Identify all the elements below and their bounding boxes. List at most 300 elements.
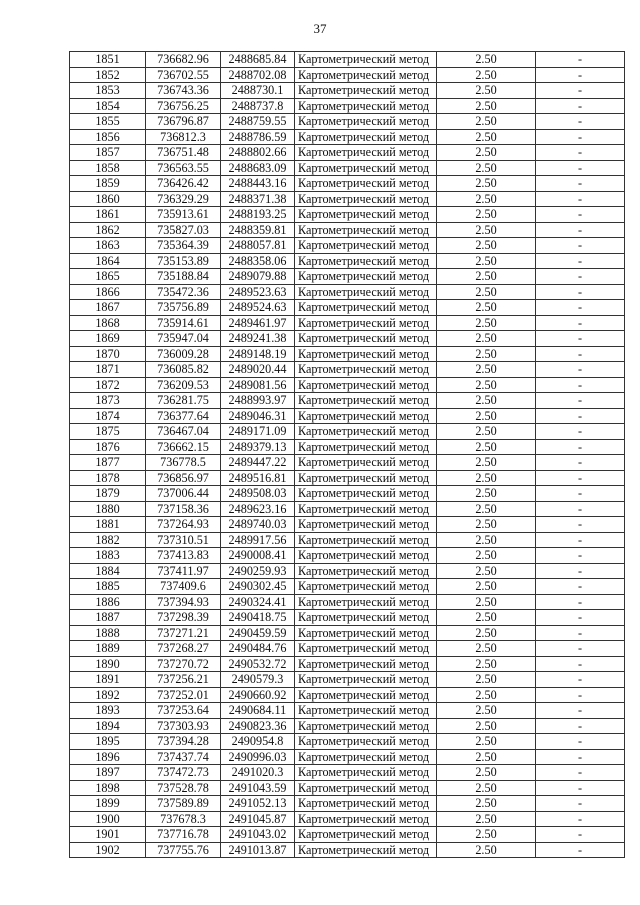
x-coordinate-cell: 736856.97 (146, 470, 221, 486)
y-coordinate-cell: 2490484.76 (221, 641, 295, 657)
note-cell: - (536, 98, 625, 114)
method-cell: Картометрический метод (295, 486, 437, 502)
table-row (70, 207, 625, 223)
point-number-cell: 1899 (70, 796, 146, 812)
accuracy-cell: 2.50 (437, 796, 536, 812)
point-number-cell: 1856 (70, 129, 146, 145)
point-number-cell: 1876 (70, 439, 146, 455)
accuracy-cell: 2.50 (437, 656, 536, 672)
y-coordinate-cell: 2490954.8 (221, 734, 295, 750)
accuracy-cell: 2.50 (437, 501, 536, 517)
y-coordinate-cell: 2489524.63 (221, 300, 295, 316)
accuracy-cell: 2.50 (437, 269, 536, 285)
accuracy-cell: 2.50 (437, 408, 536, 424)
table-row (70, 734, 625, 750)
accuracy-cell: 2.50 (437, 811, 536, 827)
table-row (70, 377, 625, 393)
table-row (70, 269, 625, 285)
point-number-cell: 1897 (70, 765, 146, 781)
point-number-cell: 1874 (70, 408, 146, 424)
note-cell: - (536, 67, 625, 83)
y-coordinate-cell: 2488702.08 (221, 67, 295, 83)
y-coordinate-cell: 2489461.97 (221, 315, 295, 331)
x-coordinate-cell: 736281.75 (146, 393, 221, 409)
method-cell: Картометрический метод (295, 331, 437, 347)
accuracy-cell: 2.50 (437, 734, 536, 750)
table-row (70, 346, 625, 362)
accuracy-cell: 2.50 (437, 827, 536, 843)
accuracy-cell: 2.50 (437, 439, 536, 455)
accuracy-cell: 2.50 (437, 284, 536, 300)
y-coordinate-cell: 2488371.38 (221, 191, 295, 207)
method-cell: Картометрический метод (295, 610, 437, 626)
note-cell: - (536, 827, 625, 843)
point-number-cell: 1881 (70, 517, 146, 533)
y-coordinate-cell: 2489379.13 (221, 439, 295, 455)
y-coordinate-cell: 2489523.63 (221, 284, 295, 300)
method-cell: Картометрический метод (295, 160, 437, 176)
note-cell: - (536, 470, 625, 486)
accuracy-cell: 2.50 (437, 765, 536, 781)
point-number-cell: 1852 (70, 67, 146, 83)
point-number-cell: 1853 (70, 83, 146, 99)
y-coordinate-cell: 2489079.88 (221, 269, 295, 285)
accuracy-cell: 2.50 (437, 548, 536, 564)
x-coordinate-cell: 735913.61 (146, 207, 221, 223)
note-cell: - (536, 455, 625, 471)
table-row (70, 408, 625, 424)
method-cell: Картометрический метод (295, 548, 437, 564)
accuracy-cell: 2.50 (437, 362, 536, 378)
accuracy-cell: 2.50 (437, 377, 536, 393)
note-cell: - (536, 129, 625, 145)
x-coordinate-cell: 737256.21 (146, 672, 221, 688)
table-row (70, 114, 625, 130)
point-number-cell: 1867 (70, 300, 146, 316)
y-coordinate-cell: 2488786.59 (221, 129, 295, 145)
method-cell: Картометрический метод (295, 501, 437, 517)
point-number-cell: 1886 (70, 594, 146, 610)
x-coordinate-cell: 736467.04 (146, 424, 221, 440)
table-row (70, 563, 625, 579)
note-cell: - (536, 796, 625, 812)
table-body (70, 52, 625, 858)
note-cell: - (536, 517, 625, 533)
accuracy-cell: 2.50 (437, 300, 536, 316)
note-cell: - (536, 300, 625, 316)
table-row (70, 532, 625, 548)
point-number-cell: 1860 (70, 191, 146, 207)
x-coordinate-cell: 735947.04 (146, 331, 221, 347)
method-cell: Картометрический метод (295, 656, 437, 672)
note-cell: - (536, 439, 625, 455)
note-cell: - (536, 315, 625, 331)
x-coordinate-cell: 735364.39 (146, 238, 221, 254)
note-cell: - (536, 424, 625, 440)
accuracy-cell: 2.50 (437, 718, 536, 734)
y-coordinate-cell: 2488358.06 (221, 253, 295, 269)
note-cell: - (536, 718, 625, 734)
x-coordinate-cell: 736812.3 (146, 129, 221, 145)
y-coordinate-cell: 2489917.56 (221, 532, 295, 548)
x-coordinate-cell: 737270.72 (146, 656, 221, 672)
point-number-cell: 1871 (70, 362, 146, 378)
table-row (70, 718, 625, 734)
table-row (70, 517, 625, 533)
x-coordinate-cell: 737678.3 (146, 811, 221, 827)
point-number-cell: 1854 (70, 98, 146, 114)
x-coordinate-cell: 737413.83 (146, 548, 221, 564)
point-number-cell: 1859 (70, 176, 146, 192)
method-cell: Картометрический метод (295, 749, 437, 765)
y-coordinate-cell: 2490660.92 (221, 687, 295, 703)
method-cell: Картометрический метод (295, 300, 437, 316)
accuracy-cell: 2.50 (437, 842, 536, 858)
method-cell: Картометрический метод (295, 98, 437, 114)
method-cell: Картометрический метод (295, 470, 437, 486)
point-number-cell: 1900 (70, 811, 146, 827)
point-number-cell: 1875 (70, 424, 146, 440)
table-row (70, 842, 625, 858)
point-number-cell: 1890 (70, 656, 146, 672)
x-coordinate-cell: 737264.93 (146, 517, 221, 533)
point-number-cell: 1882 (70, 532, 146, 548)
y-coordinate-cell: 2490532.72 (221, 656, 295, 672)
method-cell: Картометрический метод (295, 532, 437, 548)
table-row (70, 780, 625, 796)
note-cell: - (536, 222, 625, 238)
table-row (70, 749, 625, 765)
method-cell: Картометрический метод (295, 780, 437, 796)
accuracy-cell: 2.50 (437, 129, 536, 145)
y-coordinate-cell: 2489081.56 (221, 377, 295, 393)
point-number-cell: 1870 (70, 346, 146, 362)
x-coordinate-cell: 737158.36 (146, 501, 221, 517)
table-row (70, 796, 625, 812)
table-row (70, 548, 625, 564)
accuracy-cell: 2.50 (437, 160, 536, 176)
table-row (70, 501, 625, 517)
table-row (70, 176, 625, 192)
y-coordinate-cell: 2491020.3 (221, 765, 295, 781)
point-number-cell: 1894 (70, 718, 146, 734)
y-coordinate-cell: 2490008.41 (221, 548, 295, 564)
method-cell: Картометрический метод (295, 377, 437, 393)
x-coordinate-cell: 737310.51 (146, 532, 221, 548)
method-cell: Картометрический метод (295, 424, 437, 440)
method-cell: Картометрический метод (295, 83, 437, 99)
table-row (70, 222, 625, 238)
x-coordinate-cell: 736329.29 (146, 191, 221, 207)
method-cell: Картометрический метод (295, 703, 437, 719)
method-cell: Картометрический метод (295, 176, 437, 192)
point-number-cell: 1868 (70, 315, 146, 331)
note-cell: - (536, 811, 625, 827)
table-row (70, 579, 625, 595)
method-cell: Картометрический метод (295, 765, 437, 781)
x-coordinate-cell: 736009.28 (146, 346, 221, 362)
y-coordinate-cell: 2490302.45 (221, 579, 295, 595)
accuracy-cell: 2.50 (437, 687, 536, 703)
point-number-cell: 1865 (70, 269, 146, 285)
x-coordinate-cell: 737411.97 (146, 563, 221, 579)
x-coordinate-cell: 737006.44 (146, 486, 221, 502)
point-number-cell: 1851 (70, 52, 146, 68)
note-cell: - (536, 641, 625, 657)
method-cell: Картометрический метод (295, 594, 437, 610)
table-row (70, 191, 625, 207)
accuracy-cell: 2.50 (437, 222, 536, 238)
note-cell: - (536, 687, 625, 703)
table-row (70, 284, 625, 300)
point-number-cell: 1861 (70, 207, 146, 223)
note-cell: - (536, 331, 625, 347)
note-cell: - (536, 362, 625, 378)
accuracy-cell: 2.50 (437, 52, 536, 68)
y-coordinate-cell: 2488685.84 (221, 52, 295, 68)
y-coordinate-cell: 2490418.75 (221, 610, 295, 626)
accuracy-cell: 2.50 (437, 67, 536, 83)
accuracy-cell: 2.50 (437, 114, 536, 130)
note-cell: - (536, 656, 625, 672)
x-coordinate-cell: 735472.36 (146, 284, 221, 300)
method-cell: Картометрический метод (295, 517, 437, 533)
method-cell: Картометрический метод (295, 129, 437, 145)
table-row (70, 811, 625, 827)
method-cell: Картометрический метод (295, 346, 437, 362)
accuracy-cell: 2.50 (437, 83, 536, 99)
x-coordinate-cell: 736426.42 (146, 176, 221, 192)
x-coordinate-cell: 736756.25 (146, 98, 221, 114)
x-coordinate-cell: 736751.48 (146, 145, 221, 161)
accuracy-cell: 2.50 (437, 749, 536, 765)
table-row (70, 98, 625, 114)
y-coordinate-cell: 2488993.97 (221, 393, 295, 409)
table-row (70, 83, 625, 99)
table-row (70, 610, 625, 626)
y-coordinate-cell: 2489171.09 (221, 424, 295, 440)
method-cell: Картометрический метод (295, 408, 437, 424)
y-coordinate-cell: 2490684.11 (221, 703, 295, 719)
note-cell: - (536, 842, 625, 858)
table-row (70, 253, 625, 269)
point-number-cell: 1857 (70, 145, 146, 161)
table-row (70, 439, 625, 455)
y-coordinate-cell: 2489020.44 (221, 362, 295, 378)
y-coordinate-cell: 2489516.81 (221, 470, 295, 486)
accuracy-cell: 2.50 (437, 625, 536, 641)
method-cell: Картометрический метод (295, 52, 437, 68)
table-row (70, 315, 625, 331)
accuracy-cell: 2.50 (437, 346, 536, 362)
note-cell: - (536, 594, 625, 610)
note-cell: - (536, 548, 625, 564)
method-cell: Картометрический метод (295, 67, 437, 83)
accuracy-cell: 2.50 (437, 594, 536, 610)
method-cell: Картометрический метод (295, 563, 437, 579)
note-cell: - (536, 393, 625, 409)
x-coordinate-cell: 737437.74 (146, 749, 221, 765)
note-cell: - (536, 625, 625, 641)
accuracy-cell: 2.50 (437, 470, 536, 486)
x-coordinate-cell: 735153.89 (146, 253, 221, 269)
point-number-cell: 1863 (70, 238, 146, 254)
method-cell: Картометрический метод (295, 687, 437, 703)
note-cell: - (536, 346, 625, 362)
point-number-cell: 1883 (70, 548, 146, 564)
method-cell: Картометрический метод (295, 222, 437, 238)
x-coordinate-cell: 736796.87 (146, 114, 221, 130)
table-row (70, 470, 625, 486)
table-row (70, 687, 625, 703)
table-row (70, 672, 625, 688)
note-cell: - (536, 579, 625, 595)
y-coordinate-cell: 2489447.22 (221, 455, 295, 471)
x-coordinate-cell: 737472.73 (146, 765, 221, 781)
x-coordinate-cell: 737528.78 (146, 780, 221, 796)
note-cell: - (536, 408, 625, 424)
point-number-cell: 1878 (70, 470, 146, 486)
x-coordinate-cell: 737755.76 (146, 842, 221, 858)
y-coordinate-cell: 2491045.87 (221, 811, 295, 827)
x-coordinate-cell: 736377.64 (146, 408, 221, 424)
table-row (70, 765, 625, 781)
point-number-cell: 1902 (70, 842, 146, 858)
x-coordinate-cell: 736085.82 (146, 362, 221, 378)
accuracy-cell: 2.50 (437, 145, 536, 161)
table-row (70, 393, 625, 409)
y-coordinate-cell: 2488737.8 (221, 98, 295, 114)
y-coordinate-cell: 2488802.66 (221, 145, 295, 161)
y-coordinate-cell: 2488359.81 (221, 222, 295, 238)
method-cell: Картометрический метод (295, 625, 437, 641)
accuracy-cell: 2.50 (437, 672, 536, 688)
table-row (70, 145, 625, 161)
note-cell: - (536, 765, 625, 781)
accuracy-cell: 2.50 (437, 238, 536, 254)
method-cell: Картометрический метод (295, 718, 437, 734)
method-cell: Картометрический метод (295, 641, 437, 657)
y-coordinate-cell: 2491043.59 (221, 780, 295, 796)
method-cell: Картометрический метод (295, 269, 437, 285)
method-cell: Картометрический метод (295, 393, 437, 409)
table-row (70, 52, 625, 68)
note-cell: - (536, 284, 625, 300)
point-number-cell: 1885 (70, 579, 146, 595)
x-coordinate-cell: 736702.55 (146, 67, 221, 83)
note-cell: - (536, 269, 625, 285)
method-cell: Картометрический метод (295, 455, 437, 471)
note-cell: - (536, 160, 625, 176)
y-coordinate-cell: 2489623.16 (221, 501, 295, 517)
note-cell: - (536, 610, 625, 626)
point-number-cell: 1864 (70, 253, 146, 269)
y-coordinate-cell: 2490823.36 (221, 718, 295, 734)
accuracy-cell: 2.50 (437, 191, 536, 207)
method-cell: Картометрический метод (295, 672, 437, 688)
y-coordinate-cell: 2489508.03 (221, 486, 295, 502)
table-row (70, 641, 625, 657)
x-coordinate-cell: 737298.39 (146, 610, 221, 626)
x-coordinate-cell: 735827.03 (146, 222, 221, 238)
x-coordinate-cell: 736209.53 (146, 377, 221, 393)
accuracy-cell: 2.50 (437, 176, 536, 192)
point-number-cell: 1888 (70, 625, 146, 641)
table-row (70, 424, 625, 440)
table-row (70, 300, 625, 316)
y-coordinate-cell: 2488057.81 (221, 238, 295, 254)
accuracy-cell: 2.50 (437, 610, 536, 626)
accuracy-cell: 2.50 (437, 253, 536, 269)
note-cell: - (536, 191, 625, 207)
accuracy-cell: 2.50 (437, 98, 536, 114)
coordinates-table (69, 51, 625, 858)
method-cell: Картометрический метод (295, 238, 437, 254)
note-cell: - (536, 253, 625, 269)
x-coordinate-cell: 737253.64 (146, 703, 221, 719)
y-coordinate-cell: 2491052.13 (221, 796, 295, 812)
note-cell: - (536, 749, 625, 765)
x-coordinate-cell: 735188.84 (146, 269, 221, 285)
point-number-cell: 1891 (70, 672, 146, 688)
accuracy-cell: 2.50 (437, 207, 536, 223)
x-coordinate-cell: 735914.61 (146, 315, 221, 331)
point-number-cell: 1887 (70, 610, 146, 626)
table-row (70, 625, 625, 641)
table-row (70, 331, 625, 347)
point-number-cell: 1862 (70, 222, 146, 238)
point-number-cell: 1895 (70, 734, 146, 750)
point-number-cell: 1898 (70, 780, 146, 796)
table-row (70, 594, 625, 610)
x-coordinate-cell: 735756.89 (146, 300, 221, 316)
method-cell: Картометрический метод (295, 579, 437, 595)
y-coordinate-cell: 2488730.1 (221, 83, 295, 99)
y-coordinate-cell: 2490459.59 (221, 625, 295, 641)
table-row (70, 67, 625, 83)
table-row (70, 486, 625, 502)
x-coordinate-cell: 737716.78 (146, 827, 221, 843)
x-coordinate-cell: 737268.27 (146, 641, 221, 657)
x-coordinate-cell: 737252.01 (146, 687, 221, 703)
accuracy-cell: 2.50 (437, 331, 536, 347)
x-coordinate-cell: 737394.28 (146, 734, 221, 750)
x-coordinate-cell: 736662.15 (146, 439, 221, 455)
y-coordinate-cell: 2490579.3 (221, 672, 295, 688)
method-cell: Картометрический метод (295, 811, 437, 827)
x-coordinate-cell: 736682.96 (146, 52, 221, 68)
note-cell: - (536, 83, 625, 99)
x-coordinate-cell: 736743.36 (146, 83, 221, 99)
point-number-cell: 1869 (70, 331, 146, 347)
note-cell: - (536, 176, 625, 192)
x-coordinate-cell: 736778.5 (146, 455, 221, 471)
method-cell: Картометрический метод (295, 362, 437, 378)
note-cell: - (536, 563, 625, 579)
note-cell: - (536, 672, 625, 688)
note-cell: - (536, 145, 625, 161)
x-coordinate-cell: 737589.89 (146, 796, 221, 812)
method-cell: Картометрический метод (295, 734, 437, 750)
note-cell: - (536, 238, 625, 254)
y-coordinate-cell: 2491043.02 (221, 827, 295, 843)
x-coordinate-cell: 737271.21 (146, 625, 221, 641)
note-cell: - (536, 52, 625, 68)
y-coordinate-cell: 2488683.09 (221, 160, 295, 176)
point-number-cell: 1892 (70, 687, 146, 703)
table-row (70, 656, 625, 672)
point-number-cell: 1896 (70, 749, 146, 765)
